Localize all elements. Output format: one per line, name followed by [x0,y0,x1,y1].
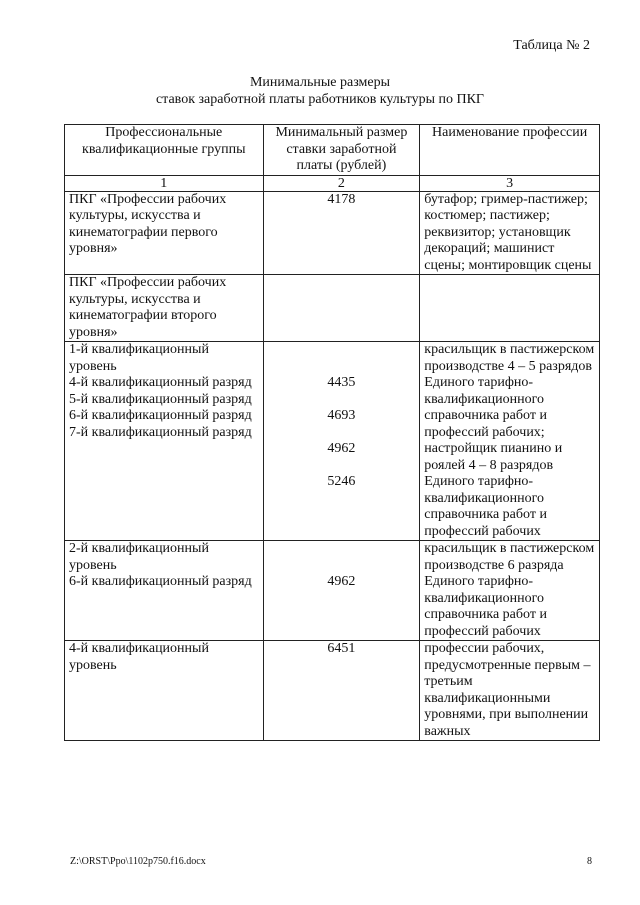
table-number-label: Таблица № 2 [513,38,590,53]
grade-label: 6-й квалификационный разряд [69,574,252,589]
header-qualification-groups: Профессиональные квалификационные группы [65,125,264,176]
professions-cell-level-1: красильщик в пастижерском производстве 4 – 5 разрядов Единого тарифно-квалификационного справочника работ и профессий рабочих; настройщик пианино и роялей 4 – 8 разрядов Единого тарифно-квалификационного справочника работ и профессий рабочих [420,342,600,541]
column-number-3: 3 [420,175,600,191]
salary-rates-table [64,124,600,741]
column-number-2: 2 [263,175,420,191]
professions-cell-level-2: красильщик в пастижерском производстве 6 разряда Единого тарифно-квалификационного справочника работ и профессий рабочих [420,541,600,641]
grade-rate: 4435 [327,375,356,390]
rate-cell-level-4: 6451 [263,641,420,741]
table-row [65,191,600,275]
column-number-1: 1 [65,175,264,191]
page-number: 8 [587,856,592,867]
qualification-cell-level-1 [65,342,264,541]
header-minimum-rate: Минимальный размер ставки заработной платы (рублей) [263,125,420,176]
document-title-line-2: ставок заработной платы работников культуры по ПКГ [155,92,485,107]
rate-cell-second-level [263,275,420,342]
grade-rate: 4962 [327,574,356,589]
professions-cell-first-level: бутафор; гример-пастижер; костюмер; пастижер; реквизитор; установщик декораций; машинист сцены; монтировщик сцены [420,191,600,275]
table-row [65,641,600,741]
rate-cell-first-level: 4178 [263,191,420,275]
professions-cell-level-4: профессии рабочих, предусмотренные первым – третьим квалификационными уровнями, при выполнении важных [420,641,600,741]
grade-rate: 4962 [327,441,356,456]
column-number-row [65,175,600,191]
qualification-level-label: 2-й квалификационный уровень [69,541,209,573]
header-profession-name: Наименование профессии [420,125,600,176]
grade-label: 4-й квалификационный разряд [69,375,252,390]
rate-cell-level-1 [263,342,420,541]
footer-file-path: Z:\ORST\Ppo\1102p750.f16.docx [70,856,206,867]
grade-rate: 5246 [327,474,356,489]
rate-cell-level-2 [263,541,420,641]
table-header-row [65,125,600,176]
grade-rate: 4693 [327,408,356,423]
table-row [65,541,600,641]
qualification-cell-level-2 [65,541,264,641]
document-title-line-1: Минимальные размеры [249,75,391,90]
grade-label: 7-й квалификационный разряд [69,424,252,440]
qualification-cell-level-4: 4-й квалификационный уровень [65,641,264,741]
qualification-level-label: 1-й квалификационный уровень [69,342,209,374]
grade-label: 5-й квалификационный разряд [69,391,252,407]
table-row [65,275,600,342]
group-cell-first-level: ПКГ «Профессии рабочих культуры, искусства и кинематографии первого уровня» [65,191,264,275]
group-cell-second-level: ПКГ «Профессии рабочих культуры, искусства и кинематографии второго уровня» [65,275,264,342]
professions-cell-second-level [420,275,600,342]
table-row [65,342,600,541]
grade-label: 6-й квалификационный разряд [69,408,252,423]
